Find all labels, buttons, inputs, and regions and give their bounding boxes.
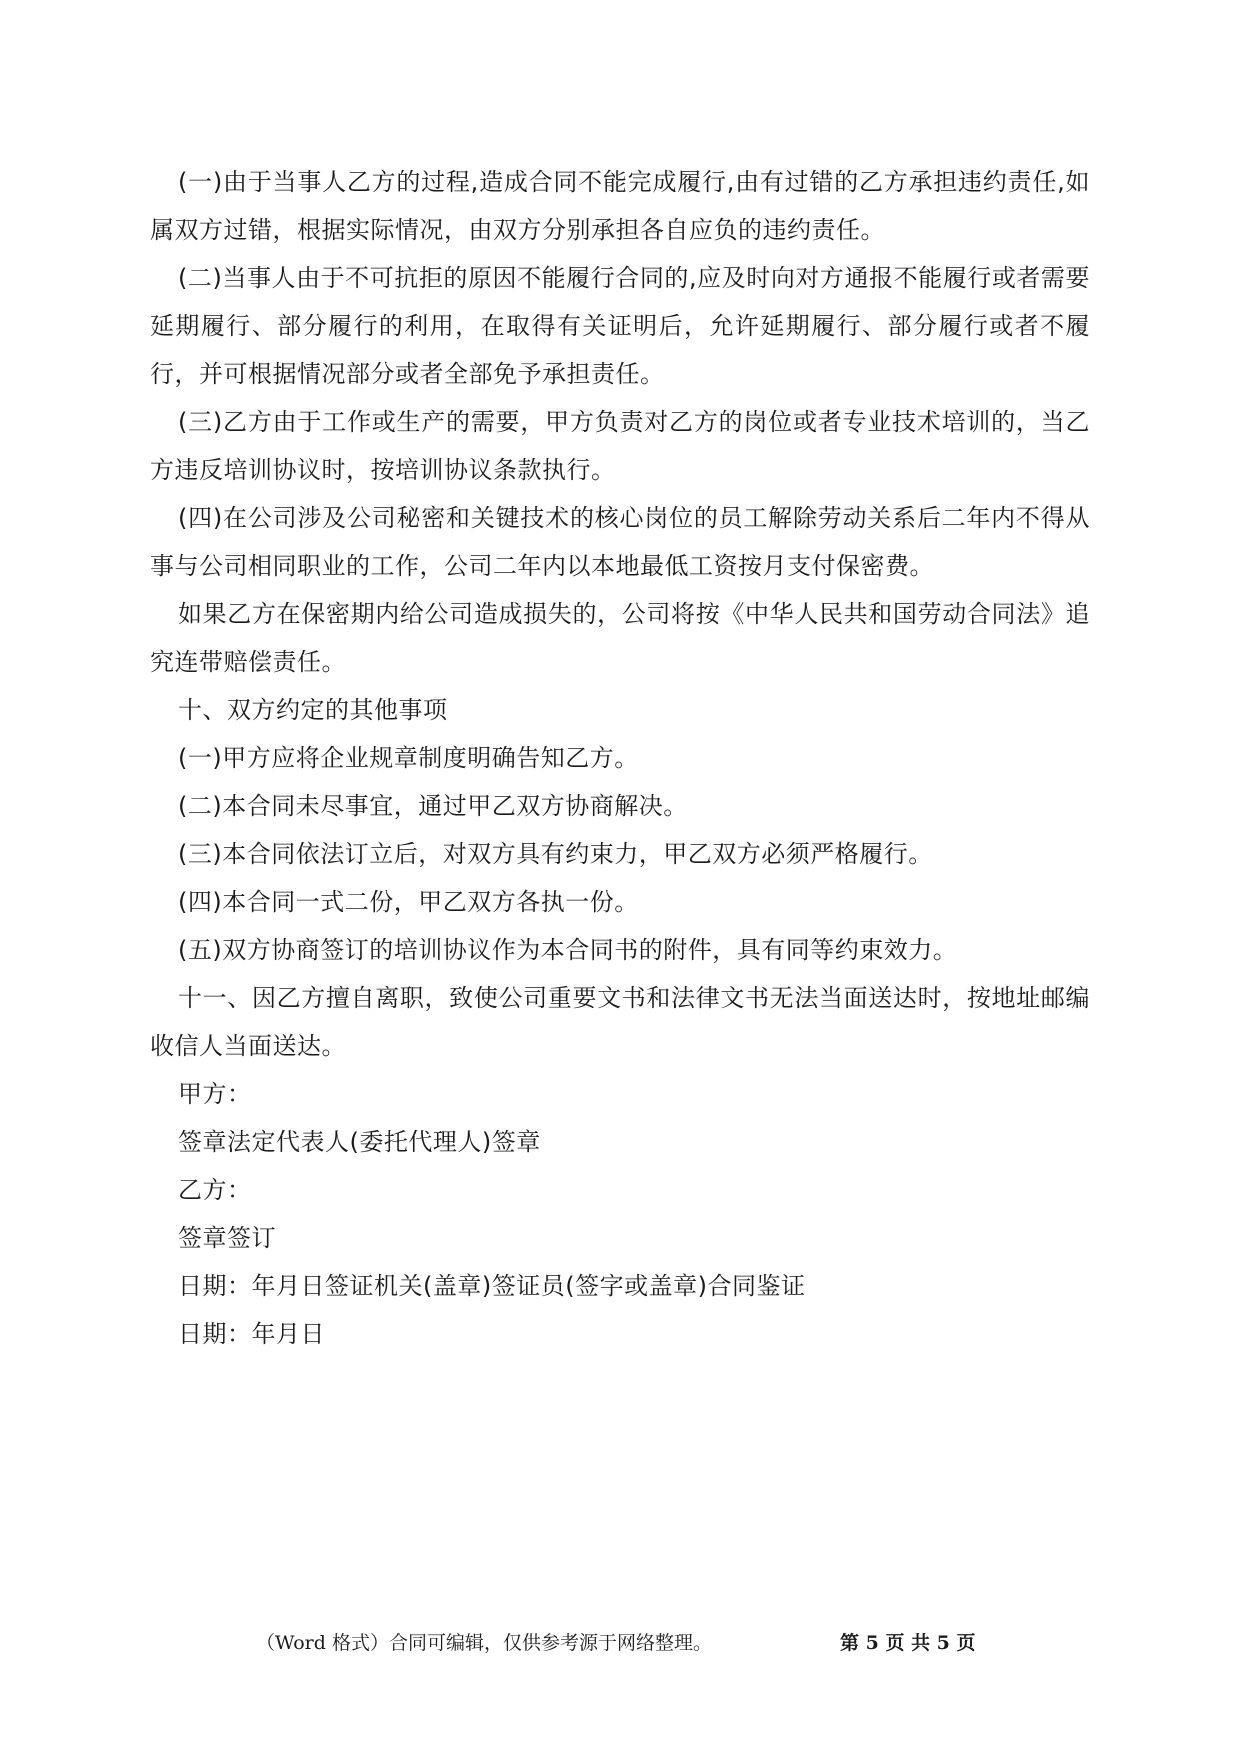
- clause-other-4: (四)本合同一式二份，甲乙双方各执一份。: [178, 888, 639, 916]
- clause-other-1: (一)甲方应将企业规章制度明确告知乙方。: [178, 744, 639, 772]
- clause-liability-4: (四)在公司涉及公司秘密和关键技术的核心岗位的员工解除劳动关系后二年内不得从事与公司相同职业的工作，公司二年内以本地最低工资按月支付保密费。: [150, 504, 1090, 580]
- date-line: 日期：年月日: [178, 1320, 325, 1348]
- page-footer: [0, 1628, 1241, 1658]
- date-verification-line: 日期：年月日签证机关(盖章)签证员(签字或盖章)合同鉴证: [178, 1272, 806, 1300]
- party-a-signature-line: 签章法定代表人(委托代理人)签章: [178, 1128, 541, 1156]
- clause-liability-2: (二)当事人由于不可抗拒的原因不能履行合同的,应及时向对方通报不能履行或者需要延期履行、部分履行的利用，在取得有关证明后，允许延期履行、部分履行或者不履行，并可根据情况部分或者全部免予承担责任。: [150, 264, 1090, 388]
- clause-other-3: (三)本合同依法订立后，对双方具有约束力，甲乙双方必须严格履行。: [178, 840, 933, 868]
- party-a-label: 甲方：: [178, 1080, 252, 1108]
- clause-confidentiality-loss: 如果乙方在保密期内给公司造成损失的，公司将按《中华人民共和国劳动合同法》追究连带赔偿责任。: [150, 600, 1090, 676]
- document-body: [150, 158, 1090, 1358]
- clause-other-2: (二)本合同未尽事宜，通过甲乙双方协商解决。: [178, 792, 688, 820]
- section-heading-10: 十、双方约定的其他事项: [178, 696, 448, 724]
- page-number: 第 5 页 共 5 页: [840, 1632, 976, 1654]
- clause-other-5: (五)双方协商签订的培训协议作为本合同书的附件，具有同等约束效力。: [178, 936, 958, 964]
- footer-note: （Word 格式）合同可编辑，仅供参考源于网络整理。: [256, 1632, 712, 1654]
- clause-liability-1: (一)由于当事人乙方的过程,造成合同不能完成履行,由有过错的乙方承担违约责任,如属双方过错，根据实际情况，由双方分别承担各自应负的违约责任。: [150, 168, 1090, 244]
- section-11-delivery: 十一、因乙方擅自离职，致使公司重要文书和法律文书无法当面送达时，按地址邮编收信人当面送达。: [150, 984, 1090, 1060]
- party-b-signature-line: 签章签订: [178, 1224, 276, 1252]
- party-b-label: 乙方：: [178, 1176, 252, 1204]
- clause-liability-3: (三)乙方由于工作或生产的需要，甲方负责对乙方的岗位或者专业技术培训的，当乙方违反培训协议时，按培训协议条款执行。: [150, 408, 1090, 484]
